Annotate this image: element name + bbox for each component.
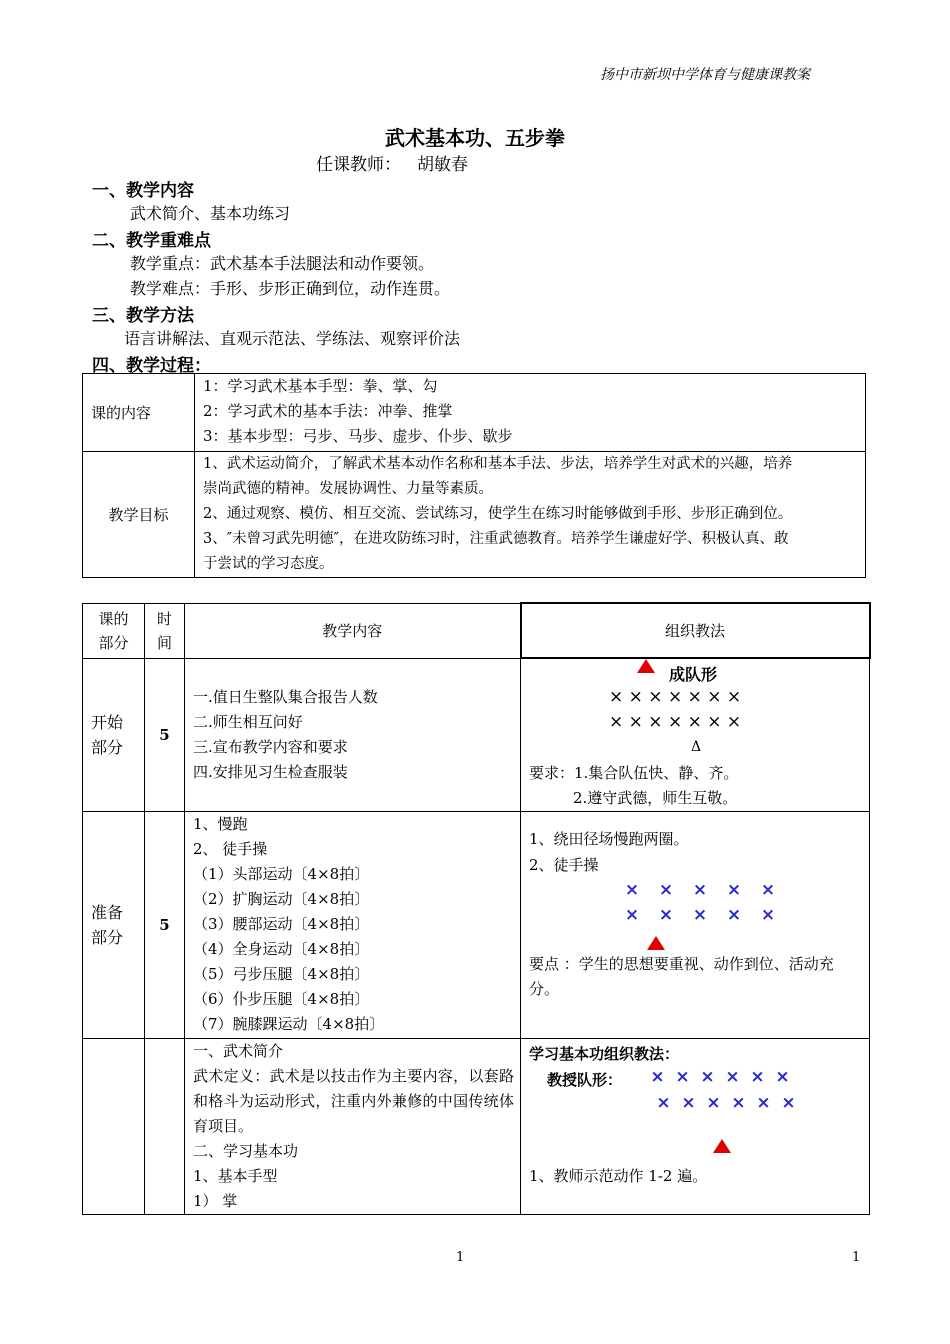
difficult-point-text: 教学难点：手形、步形正确到位，动作连贯。 (130, 279, 451, 298)
key-point-text: 教学重点：武术基本手法腿法和动作要领。 (130, 254, 435, 273)
content-item: 四.安排见习生检查服装 (193, 762, 348, 781)
student-x-icon: × (775, 1066, 790, 1087)
time-start: 5 (145, 658, 185, 811)
section-heading-key-points: 二、教学重难点 (92, 231, 211, 251)
student-x-icon: × (656, 1092, 671, 1113)
content-item: 二.师生相互问好 (193, 712, 303, 731)
content-item: 三.宣布教学内容和要求 (193, 737, 348, 756)
student-x-icon: × (692, 879, 708, 900)
goal-cell (195, 452, 866, 578)
student-x-icon: × (700, 1066, 715, 1087)
header-part: 课的部分 (83, 603, 145, 658)
section-heading-content: 一、教学内容 (92, 181, 194, 201)
student-x-icon: × (725, 1066, 740, 1087)
content-start (185, 658, 521, 811)
teacher-marker-icon (637, 659, 655, 677)
formation-row-blue-1 (615, 880, 785, 900)
org-basic-formation-label: 教授队形： (547, 1070, 623, 1089)
page-number-right: 1 (852, 1250, 861, 1265)
part-start: 开始部分 (83, 658, 145, 811)
student-x-icon: × (681, 1092, 696, 1113)
content-line: 1：学习武术基本手型：拳、掌、勾 (203, 377, 438, 395)
formation-row-2: × × × × × × × (609, 712, 742, 732)
goal-line: 3、″未曾习武先明德″，在进攻防练习时，注重武德教育。培养学生谦虚好学、积极认真、敢 (203, 531, 789, 547)
org-start-req2: 2.遵守武德，师生互敬。 (573, 789, 738, 807)
student-x-icon: × (624, 879, 640, 900)
content-cell (195, 374, 866, 452)
org-prep-line2: 2、徒手操 (529, 855, 599, 874)
delta-marker: Δ (691, 739, 702, 755)
part-prep: 准备部分 (83, 811, 145, 1038)
org-start (521, 658, 870, 811)
student-x-icon: × (706, 1092, 721, 1113)
student-x-icon: × (760, 879, 776, 900)
header-note: 扬中市新坝中学体育与健康课教案 (600, 67, 810, 83)
page-number-center: 1 (456, 1250, 465, 1265)
content-item: 2、 徒手操 (193, 839, 268, 858)
student-x-icon: × (658, 904, 674, 925)
student-x-icon: × (750, 1066, 765, 1087)
content-line: 2：学习武术的基本手法：冲拳、推掌 (203, 402, 453, 420)
formation-row-blue-4 (651, 1093, 801, 1113)
org-start-req1: 要求：1.集合队伍快、静、齐。 (529, 764, 739, 782)
content-item: （1）头部运动〔4×8拍〕 (193, 864, 370, 883)
section-text-method: 语言讲解法、直观示范法、学练法、观察评价法 (124, 329, 461, 348)
teacher-marker-icon (713, 1139, 731, 1157)
teacher-label: 任课教师： (316, 155, 401, 175)
process-table (82, 602, 871, 1215)
part-basic (83, 1038, 145, 1214)
content-item: （4）全身运动〔4×8拍〕 (193, 939, 370, 958)
formation-row-blue-3 (645, 1067, 795, 1087)
time-prep: 5 (145, 811, 185, 1038)
org-basic (521, 1038, 870, 1214)
org-basic-title: 学习基本功组织教法： (529, 1044, 680, 1063)
student-x-icon: × (781, 1092, 796, 1113)
content-item: （3）腰部运动〔4×8拍〕 (193, 914, 370, 933)
org-prep-note: 要点 ：学生的思想要重视、动作到位、活动充分。 (529, 954, 834, 998)
formation-row-1: × × × × × × × (609, 687, 742, 707)
teacher-name: 胡敏春 (417, 155, 468, 175)
student-x-icon: × (624, 904, 640, 925)
goal-line: 于尝试的学习态度。 (203, 556, 334, 572)
content-item: 二、学习基本功 (193, 1141, 299, 1160)
content-item: 一.值日生整队集合报告人数 (193, 687, 378, 706)
content-line: 3：基本步型：弓步、马步、虚步、仆步、歇步 (203, 427, 513, 445)
content-item: （5）弓步压腿〔4×8拍〕 (193, 964, 370, 983)
content-basic (185, 1038, 521, 1214)
student-x-icon: × (726, 904, 742, 925)
student-x-icon: × (726, 879, 742, 900)
goal-line: 2、通过观察、模仿、相互交流、尝试练习，使学生在练习时能够做到手形、步形正确到位。 (203, 506, 793, 522)
content-item: 1、慢跑 (193, 814, 248, 833)
student-x-icon: × (756, 1092, 771, 1113)
goal-label: 教学目标 (83, 452, 195, 578)
org-prep (521, 811, 870, 1038)
header-time: 时间 (145, 603, 185, 658)
section-heading-method: 三、教学方法 (92, 306, 194, 326)
org-start-title: 成队形 (669, 665, 718, 684)
section-text-content: 武术简介、基本功练习 (130, 204, 291, 223)
teacher-line (316, 150, 468, 175)
content-item: （6）仆步压腿〔4×8拍〕 (193, 989, 370, 1008)
student-x-icon: × (692, 904, 708, 925)
content-item: （7）腕膝踝运动〔4×8拍〕 (193, 1014, 385, 1033)
student-x-icon: × (731, 1092, 746, 1113)
header-content: 教学内容 (185, 603, 521, 658)
section-heading-process: 四、教学过程： (92, 356, 211, 376)
org-prep-line1: 1、绕田径场慢跑两圈。 (529, 829, 689, 848)
student-x-icon: × (650, 1066, 665, 1087)
content-label: 课的内容 (83, 374, 195, 452)
student-x-icon: × (675, 1066, 690, 1087)
content-item: 1、基本手型 (193, 1166, 278, 1185)
student-x-icon: × (760, 904, 776, 925)
goal-line: 崇尚武德的精神。发展协调性、力量等素质。 (203, 481, 493, 497)
goal-line: 1、武术运动简介，了解武术基本动作名称和基本手法、步法，培养学生对武术的兴趣，培养 (203, 456, 793, 472)
content-item: 武术定义：武术是以技击作为主要内容，以套路和格斗为运动形式，注重内外兼修的中国传统体育项目。 (193, 1066, 514, 1135)
org-basic-demo: 1、教师示范动作 1-2 遍。 (529, 1166, 708, 1185)
page-title: 武术基本功、五步拳 (385, 126, 565, 150)
formation-row-blue-2 (615, 905, 785, 925)
content-item: 一、武术简介 (193, 1041, 284, 1060)
content-item: 1） 掌 (193, 1191, 238, 1210)
student-x-icon: × (658, 879, 674, 900)
content-prep (185, 811, 521, 1038)
content-item: （2）扩胸运动〔4×8拍〕 (193, 889, 370, 908)
header-org: 组织教法 (521, 603, 870, 658)
lesson-goal-table (82, 373, 866, 578)
time-basic (145, 1038, 185, 1214)
